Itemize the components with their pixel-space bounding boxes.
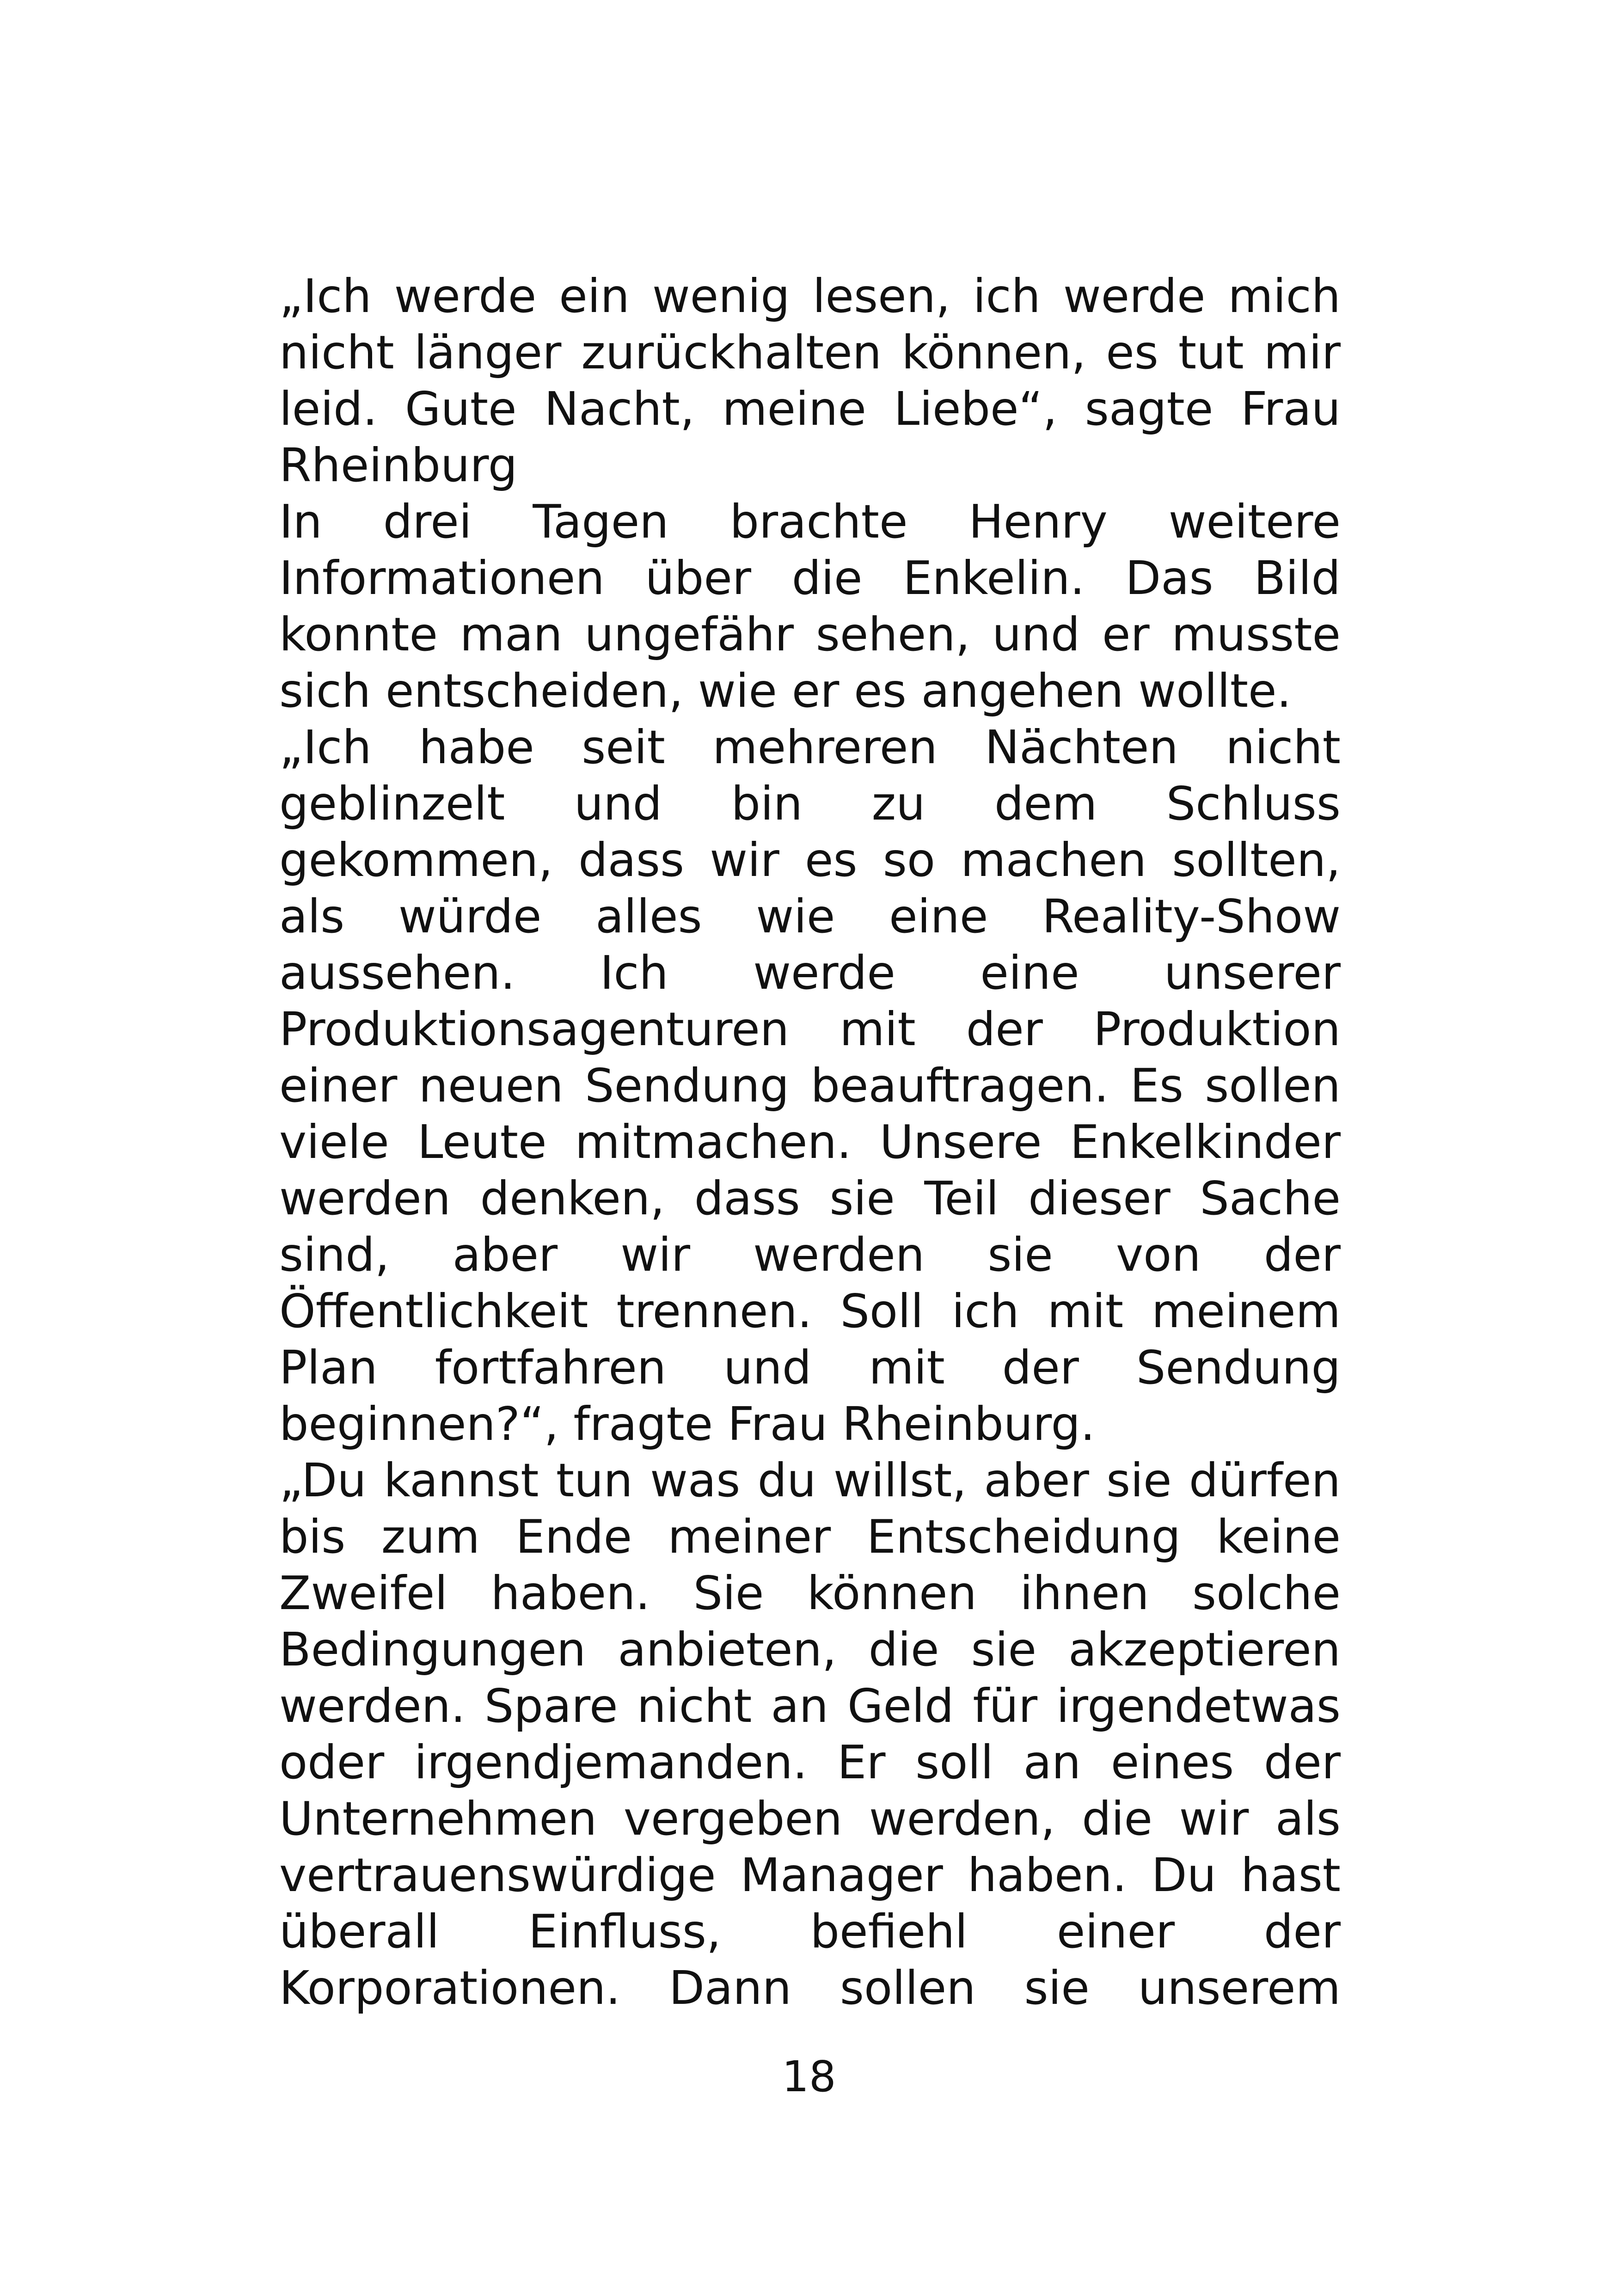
- paragraph: „Ich werde ein wenig lesen, ich werde mich nicht länger zurückhalten können, es tut mir leid. Gute Nacht, meine Liebe“, sagte Frau Rheinburg: [279, 269, 1341, 492]
- body-text: [279, 268, 1341, 2016]
- paragraph: „Ich habe seit mehreren Nächten nicht geblinzelt und bin zu dem Schluss gekommen, dass wir es so machen sollten, als würde alles wie eine Reality-Show aussehen. Ich werde eine unserer Produktionsagenturen mit der Produktion einer neuen Sendung beauftragen. Es sollen viele Leute mitmachen. Unsere Enkelkinder werden denken, dass sie Teil dieser Sache sind, aber wir werden sie von der Öffentlichkeit trennen. Soll ich mit meinem Plan fortfahren und mit der Sendung beginnen?“, fragte Frau Rheinburg.: [279, 720, 1341, 1451]
- page-number: 18: [782, 2052, 836, 2101]
- paragraph: In drei Tagen brachte Henry weitere Informationen über die Enkelin. Das Bild konnte man ungefähr sehen, und er musste sich entscheiden, wie er es angehen wollte.: [279, 495, 1341, 718]
- paragraph: „Du kannst tun was du willst, aber sie dürfen bis zum Ende meiner Entscheidung keine Zweifel haben. Sie können ihnen solche Bedingungen anbieten, die sie akzeptieren werden. Spare nicht an Geld für irgendetwas oder irgendjemanden. Er soll an eines der Unternehmen vergeben werden, die wir als vertrauenswürdige Manager haben. Du hast überall Einfluss, befiehl einer der Korporationen. Dann sollen sie unserem: [279, 1453, 1341, 2015]
